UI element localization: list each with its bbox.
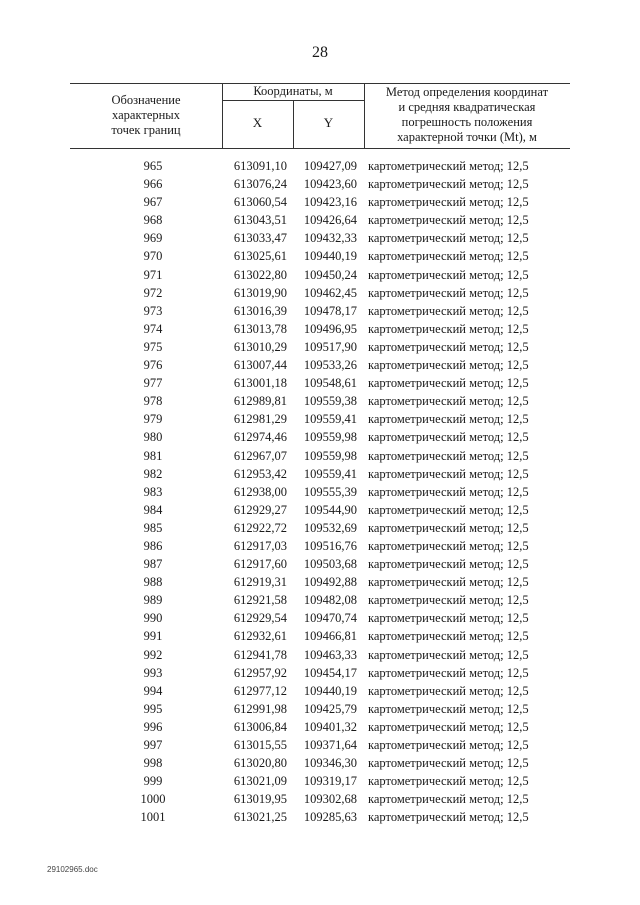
table-row <box>0 555 640 573</box>
method-cell: картометрический метод; 12,5 <box>368 484 529 499</box>
method-cell: картометрический метод; 12,5 <box>368 593 529 608</box>
method-cell: картометрический метод; 12,5 <box>368 810 529 825</box>
x-coordinate-cell: 613020,80 <box>233 756 287 771</box>
x-coordinate-cell: 612917,60 <box>233 557 287 572</box>
x-coordinate-cell: 612981,29 <box>233 412 287 427</box>
method-cell: картометрический метод; 12,5 <box>368 629 529 644</box>
point-number-cell: 1000 <box>140 792 166 807</box>
x-coordinate-cell: 613010,29 <box>233 339 287 354</box>
x-coordinate-cell: 613033,47 <box>233 231 287 246</box>
table-row <box>0 392 640 410</box>
x-coordinate-cell: 612974,46 <box>233 430 287 445</box>
y-coordinate-cell: 109427,09 <box>303 159 357 173</box>
y-coordinate-cell: 109302,68 <box>303 792 357 807</box>
x-coordinate-cell: 613019,95 <box>233 792 287 807</box>
table-row <box>0 537 640 555</box>
header-point-label-line: точек границ <box>111 123 181 137</box>
method-cell: картометрический метод; 12,5 <box>368 538 529 553</box>
y-coordinate-cell: 109544,90 <box>303 502 357 517</box>
x-coordinate-cell: 612957,92 <box>233 665 287 680</box>
y-coordinate-cell: 109559,41 <box>303 412 357 427</box>
header-point-label-line: характерных <box>112 108 180 122</box>
table-row <box>0 591 640 609</box>
method-cell: картометрический метод; 12,5 <box>368 756 529 771</box>
x-coordinate-cell: 613043,51 <box>233 213 287 228</box>
x-coordinate-cell: 613091,10 <box>233 159 287 173</box>
point-number-cell: 975 <box>143 339 163 354</box>
y-coordinate-cell: 109517,90 <box>303 339 357 354</box>
header-method-label <box>364 85 570 145</box>
table-row <box>0 338 640 356</box>
point-number-cell: 977 <box>143 376 163 391</box>
method-cell: картометрический метод; 12,5 <box>368 665 529 680</box>
point-number-cell: 988 <box>143 575 163 590</box>
method-cell: картометрический метод; 12,5 <box>368 159 529 173</box>
x-coordinate-cell: 612921,58 <box>233 593 287 608</box>
x-coordinate-cell: 613021,09 <box>233 774 287 789</box>
table-row <box>0 229 640 247</box>
table-row <box>0 573 640 591</box>
point-number-cell: 982 <box>143 466 163 481</box>
method-cell: картометрический метод; 12,5 <box>368 267 529 282</box>
x-coordinate-cell: 613013,78 <box>233 321 287 336</box>
y-coordinate-cell: 109423,16 <box>303 195 357 210</box>
x-coordinate-cell: 613021,25 <box>233 810 287 825</box>
x-coordinate-cell: 613016,39 <box>233 303 287 318</box>
table-row <box>0 428 640 446</box>
x-coordinate-cell: 612941,78 <box>233 647 287 662</box>
y-coordinate-cell: 109466,81 <box>303 629 357 644</box>
table-row <box>0 211 640 229</box>
point-number-cell: 997 <box>143 738 163 752</box>
y-coordinate-cell: 109425,79 <box>303 701 357 716</box>
method-cell: картометрический метод; 12,5 <box>368 466 529 481</box>
y-coordinate-cell: 109482,08 <box>303 593 357 608</box>
x-coordinate-cell: 613007,44 <box>233 358 287 373</box>
y-coordinate-cell: 109346,30 <box>303 756 357 771</box>
point-number-cell: 967 <box>143 195 163 210</box>
table-row <box>0 519 640 537</box>
method-cell: картометрический метод; 12,5 <box>368 285 529 300</box>
point-number-cell: 970 <box>143 249 163 264</box>
page-number: 28 <box>312 44 328 61</box>
point-number-cell: 983 <box>143 484 163 499</box>
x-coordinate-cell: 613001,18 <box>233 376 287 391</box>
y-coordinate-cell: 109559,38 <box>303 394 357 409</box>
header-x-label: X <box>252 115 263 130</box>
y-coordinate-cell: 109319,17 <box>303 774 357 789</box>
y-coordinate-cell: 109285,63 <box>303 810 357 825</box>
table-row <box>0 754 640 772</box>
table-row <box>0 465 640 483</box>
header-point-label <box>70 93 222 138</box>
method-cell: картометрический метод; 12,5 <box>368 774 529 789</box>
point-number-cell: 987 <box>143 557 163 572</box>
x-coordinate-cell: 612919,31 <box>233 575 287 590</box>
method-cell: картометрический метод; 12,5 <box>368 683 529 698</box>
y-coordinate-cell: 109492,88 <box>303 575 357 590</box>
point-number-cell: 976 <box>143 358 163 373</box>
point-number-cell: 996 <box>143 719 163 734</box>
method-cell: картометрический метод; 12,5 <box>368 611 529 626</box>
method-cell: картометрический метод; 12,5 <box>368 249 529 264</box>
y-coordinate-cell: 109559,41 <box>303 466 357 481</box>
x-coordinate-cell: 613015,55 <box>233 738 287 752</box>
y-coordinate-cell: 109470,74 <box>303 611 357 626</box>
table-row <box>0 302 640 320</box>
x-coordinate-cell: 612922,72 <box>233 520 287 535</box>
y-coordinate-cell: 109533,26 <box>303 358 357 373</box>
method-cell: картометрический метод; 12,5 <box>368 448 529 463</box>
x-coordinate-cell: 613025,61 <box>233 249 287 264</box>
point-number-cell: 969 <box>143 231 163 246</box>
coordinates-table-body <box>0 157 640 826</box>
y-coordinate-cell: 109401,32 <box>303 719 357 734</box>
y-coordinate-cell: 109503,68 <box>303 557 357 572</box>
point-number-cell: 980 <box>143 430 163 445</box>
header-method-line: характерной точки (Mt), м <box>397 130 537 144</box>
table-row <box>0 284 640 302</box>
x-coordinate-cell: 613060,54 <box>233 195 287 210</box>
point-number-cell: 972 <box>143 285 163 300</box>
point-number-cell: 999 <box>143 774 163 789</box>
x-coordinate-cell: 612917,03 <box>233 538 287 553</box>
point-number-cell: 966 <box>143 177 163 192</box>
header-bottom-rule <box>70 148 570 149</box>
y-coordinate-cell: 109440,19 <box>303 249 357 264</box>
table-row <box>0 410 640 428</box>
method-cell: картометрический метод; 12,5 <box>368 502 529 517</box>
y-coordinate-cell: 109462,45 <box>303 285 357 300</box>
y-coordinate-cell: 109423,60 <box>303 177 357 192</box>
y-coordinate-cell: 109555,39 <box>303 484 357 499</box>
table-row <box>0 157 640 175</box>
point-number-cell: 968 <box>143 213 163 228</box>
method-cell: картометрический метод; 12,5 <box>368 701 529 716</box>
method-cell: картометрический метод; 12,5 <box>368 376 529 391</box>
y-coordinate-cell: 109440,19 <box>303 683 357 698</box>
method-cell: картометрический метод; 12,5 <box>368 575 529 590</box>
method-cell: картометрический метод; 12,5 <box>368 557 529 572</box>
y-coordinate-cell: 109450,24 <box>303 267 357 282</box>
point-number-cell: 978 <box>143 394 163 409</box>
method-cell: картометрический метод; 12,5 <box>368 358 529 373</box>
table-row <box>0 664 640 682</box>
table-row <box>0 772 640 790</box>
x-coordinate-cell: 613006,84 <box>233 719 287 734</box>
x-coordinate-cell: 612989,81 <box>233 394 287 409</box>
table-row <box>0 266 640 284</box>
x-coordinate-cell: 612953,42 <box>233 466 287 481</box>
table-row <box>0 646 640 664</box>
point-number-cell: 984 <box>143 502 163 517</box>
table-row <box>0 808 640 826</box>
table-header <box>70 83 570 148</box>
point-number-cell: 998 <box>143 756 163 771</box>
table-row <box>0 356 640 374</box>
table-row <box>0 175 640 193</box>
x-coordinate-cell: 612932,61 <box>233 629 287 644</box>
point-number-cell: 973 <box>143 303 163 318</box>
table-row <box>0 320 640 338</box>
y-coordinate-cell: 109548,61 <box>303 376 357 391</box>
point-number-cell: 971 <box>143 267 163 282</box>
table-row <box>0 447 640 465</box>
y-coordinate-cell: 109426,64 <box>303 213 357 228</box>
table-row <box>0 718 640 736</box>
method-cell: картометрический метод; 12,5 <box>368 303 529 318</box>
table-row <box>0 374 640 392</box>
table-row <box>0 247 640 265</box>
table-row <box>0 700 640 718</box>
point-number-cell: 993 <box>143 665 163 680</box>
point-number-cell: 995 <box>143 701 163 716</box>
x-coordinate-cell: 613022,80 <box>233 267 287 282</box>
header-method-line: Метод определения координат <box>385 85 549 99</box>
y-coordinate-cell: 109496,95 <box>303 321 357 336</box>
table-row <box>0 483 640 501</box>
method-cell: картометрический метод; 12,5 <box>368 520 529 535</box>
x-coordinate-cell: 612929,27 <box>233 502 287 517</box>
header-method-line: погрешность положения <box>401 115 533 129</box>
y-coordinate-cell: 109559,98 <box>303 430 357 445</box>
y-coordinate-cell: 109516,76 <box>303 538 357 553</box>
method-cell: картометрический метод; 12,5 <box>368 412 529 427</box>
table-row <box>0 193 640 211</box>
point-number-cell: 990 <box>143 611 163 626</box>
table-row <box>0 790 640 808</box>
method-cell: картометрический метод; 12,5 <box>368 430 529 445</box>
x-coordinate-cell: 613019,90 <box>233 285 287 300</box>
x-coordinate-cell: 612991,98 <box>233 701 287 716</box>
point-number-cell: 985 <box>143 520 163 535</box>
x-coordinate-cell: 612929,54 <box>233 611 287 626</box>
point-number-cell: 989 <box>143 593 163 608</box>
header-point-label-line: Обозначение <box>111 93 181 107</box>
footer-filename: 29102965.doc <box>47 865 98 874</box>
table-row <box>0 682 640 700</box>
point-number-cell: 1001 <box>140 810 166 825</box>
method-cell: картометрический метод; 12,5 <box>368 738 529 752</box>
point-number-cell: 991 <box>143 629 163 644</box>
table-row <box>0 627 640 645</box>
method-cell: картометрический метод; 12,5 <box>368 231 529 246</box>
point-number-cell: 979 <box>143 412 163 427</box>
x-coordinate-cell: 612938,00 <box>233 484 287 499</box>
point-number-cell: 965 <box>143 159 163 173</box>
table-row <box>0 609 640 627</box>
y-coordinate-cell: 109371,64 <box>303 738 357 752</box>
method-cell: картометрический метод; 12,5 <box>368 213 529 228</box>
y-coordinate-cell: 109454,17 <box>303 665 357 680</box>
method-cell: картометрический метод; 12,5 <box>368 394 529 409</box>
method-cell: картометрический метод; 12,5 <box>368 339 529 354</box>
table-row <box>0 501 640 519</box>
method-cell: картометрический метод; 12,5 <box>368 321 529 336</box>
method-cell: картометрический метод; 12,5 <box>368 195 529 210</box>
y-coordinate-cell: 109432,33 <box>303 231 357 246</box>
point-number-cell: 981 <box>143 448 163 463</box>
method-cell: картометрический метод; 12,5 <box>368 719 529 734</box>
y-coordinate-cell: 109463,33 <box>303 647 357 662</box>
point-number-cell: 992 <box>143 647 163 662</box>
y-coordinate-cell: 109559,98 <box>303 448 357 463</box>
method-cell: картометрический метод; 12,5 <box>368 792 529 807</box>
point-number-cell: 974 <box>143 321 163 336</box>
method-cell: картометрический метод; 12,5 <box>368 647 529 662</box>
y-coordinate-cell: 109532,69 <box>303 520 357 535</box>
method-cell: картометрический метод; 12,5 <box>368 177 529 192</box>
table-row <box>0 736 640 754</box>
y-coordinate-cell: 109478,17 <box>303 303 357 318</box>
x-coordinate-cell: 613076,24 <box>233 177 287 192</box>
header-y-label: Y <box>323 115 334 130</box>
header-method-line: и средняя квадратическая <box>398 100 536 114</box>
x-coordinate-cell: 612977,12 <box>233 683 287 698</box>
point-number-cell: 994 <box>143 683 163 698</box>
header-coords-label: Координаты, м <box>253 84 333 98</box>
point-number-cell: 986 <box>143 538 163 553</box>
x-coordinate-cell: 612967,07 <box>233 448 287 463</box>
